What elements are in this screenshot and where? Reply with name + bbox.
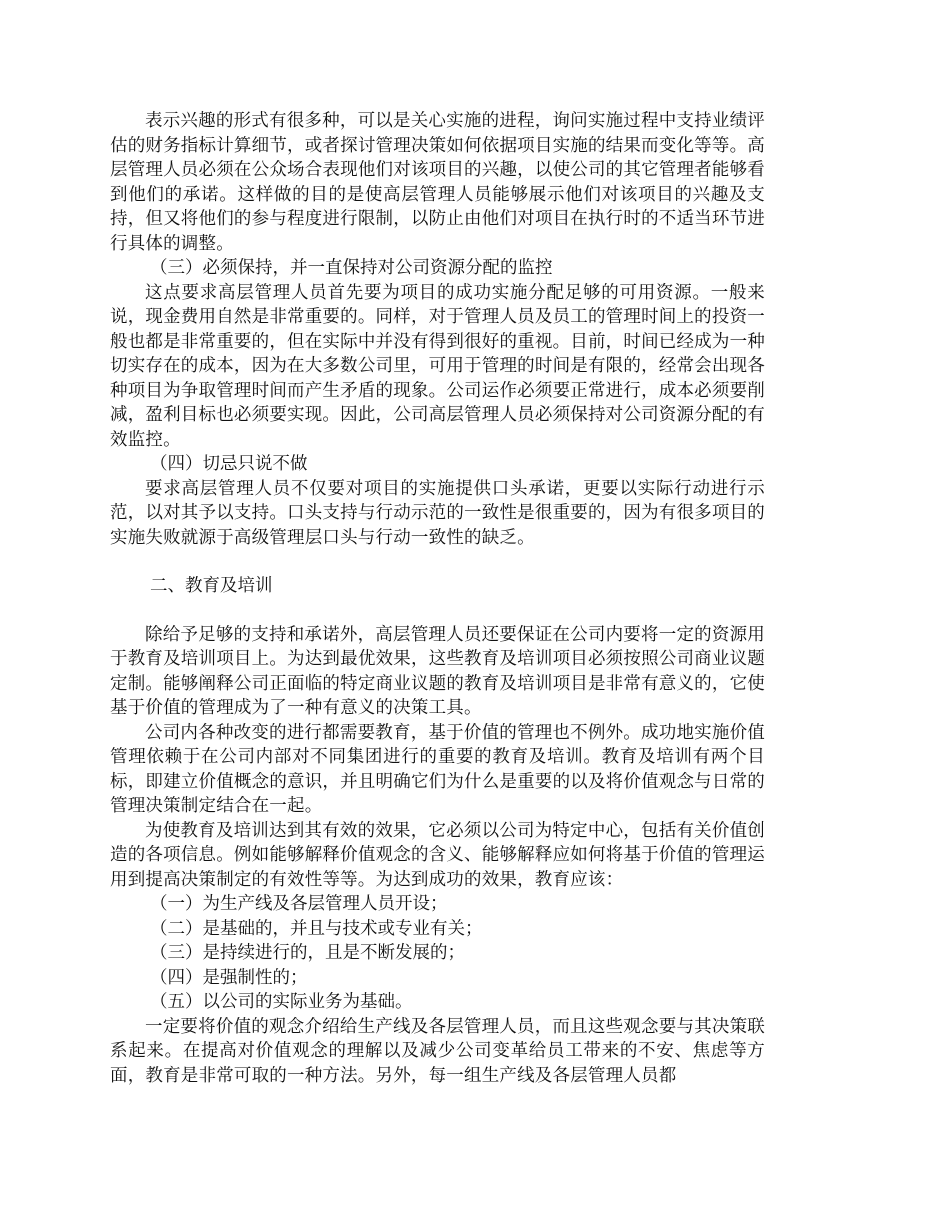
body-paragraph: 要求高层管理人员不仅要对项目的实施提供口头承诺，更要以实际行动进行示范，以对其予以支持。口头支持与行动示范的一致性是很重要的，因为有很多项目的实施失败就源于高级管理层口头与行动一致性的缺乏。 — [110, 478, 765, 548]
list-item: （三）是持续进行的，且是不断发展的； — [150, 943, 465, 963]
subheading: （三）必须保持，并一直保持对公司资源分配的监控 — [150, 258, 553, 278]
body-paragraph: 除给予足够的支持和承诺外，高层管理人员还要保证在公司内要将一定的资源用于教育及培训项目上。为达到最优效果，这些教育及培训项目必须按照公司商业议题定制。能够阐释公司正面临的特定商业议题的教育及培训项目是非常有意义的，它使基于价值的管理成为了一种有意义的决策工具。 — [110, 624, 765, 718]
section-heading: 二、教育及培训 — [150, 576, 273, 596]
body-paragraph: 这点要求高层管理人员首先要为项目的成功实施分配足够的可用资源。一般来说，现金费用自然是非常重要的。同样，对于管理人员及员工的管理时间上的投资一般也都是非常重要的，但在实际中并没有得到很好的重视。目前，时间已经成为一种切实存在的成本，因为在大多数公司里，可用于管理的时间是有限的，经常会出现各种项目为争取管理时间而产生矛盾的现象。公司运作必须要正常进行，成本必须要削减，盈利目标也必须要实现。因此，公司高层管理人员必须保持对公司资源分配的有效监控。 — [110, 282, 765, 450]
body-paragraph: 公司内各种改变的进行都需要教育，基于价值的管理也不例外。成功地实施价值管理依赖于在公司内部对不同集团进行的重要的教育及培训。教育及培训有两个目标，即建立价值概念的意识，并且明确它们为什么是重要的以及将价值观念与日常的管理决策制定结合在一起。 — [110, 722, 765, 816]
body-paragraph: 一定要将价值的观念介绍给生产线及各层管理人员，而且这些观念要与其决策联系起来。在提高对价值观念的理解以及减少公司变革给员工带来的不安、焦虑等方面，教育是非常可取的一种方法。另外，每一组生产线及各层管理人员都 — [110, 1016, 765, 1086]
list-item: （一）为生产线及各层管理人员开设； — [150, 894, 448, 914]
body-paragraph: 表示兴趣的形式有很多种，可以是关心实施的进程，询问实施过程中支持业绩评估的财务指标计算细节，或者探讨管理决策如何依据项目实施的结果而变化等等。高层管理人员必须在公众场合表现他们对该项目的兴趣，以使公司的其它管理者能够看到他们的承诺。这样做的目的是使高层管理人员能够展示他们对该项目的兴趣及支持，但又将他们的参与程度进行限制，以防止由他们对项目在执行时的不适当环节进行具体的调整。 — [110, 111, 765, 254]
document-page — [110, 109, 765, 1088]
body-paragraph: 为使教育及培训达到其有效的效果，它必须以公司为特定中心，包括有关价值创造的各项信息。例如能够解释价值观念的含义、能够解释应如何将基于价值的管理运用到提高决策制定的有效性等等。为达到成功的效果，教育应该： — [110, 820, 765, 890]
subheading: （四）切忌只说不做 — [150, 454, 308, 474]
list-item: （二）是基础的，并且与技术或专业有关； — [150, 918, 483, 939]
list-item: （四）是强制性的； — [150, 967, 308, 988]
list-item: （五）以公司的实际业务为基础。 — [150, 992, 413, 1012]
